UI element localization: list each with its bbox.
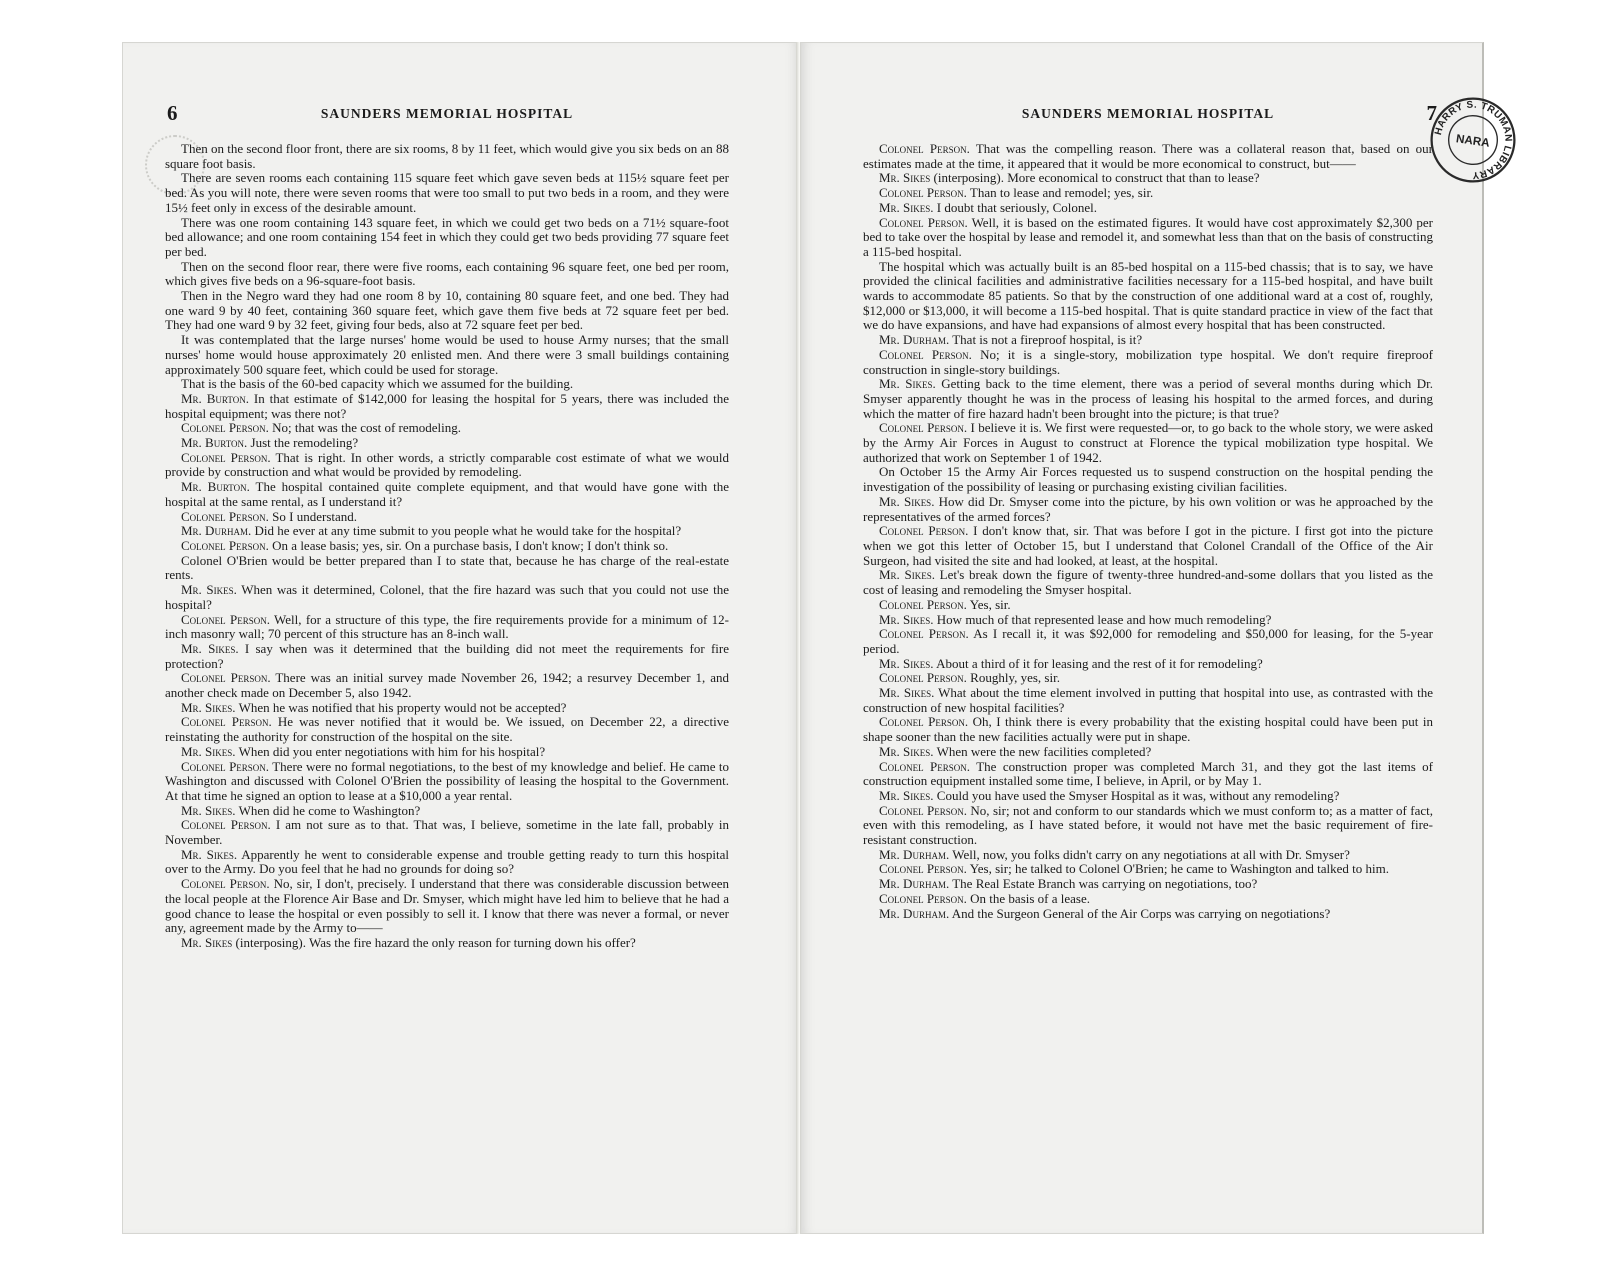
paragraph	[863, 848, 1433, 863]
paragraph-text: That is right. In other words, a strictly comparable cost estimate of what we would provide by construction and what would be provided by remodeling.	[165, 449, 730, 480]
paragraph-text: The construction proper was completed March 31, and they got the last items of construction equipment installed some time, I believe, in April, or by May 1.	[863, 758, 1434, 789]
seal-ring-text: HARRY S. TRUMAN LIBRARY	[1432, 99, 1514, 181]
paragraph	[863, 613, 1433, 628]
paragraph	[863, 657, 1433, 672]
speaker-name: Mr. Sikes.	[879, 376, 936, 392]
speaker-name: Mr. Sikes.	[879, 611, 934, 627]
paragraph	[165, 642, 729, 671]
running-head: SAUNDERS MEMORIAL HOSPITAL	[320, 106, 574, 121]
seal-center-text: NARA	[1455, 132, 1491, 150]
paragraph	[165, 142, 729, 171]
paragraph	[165, 539, 729, 554]
speaker-name: Mr. Sikes.	[879, 493, 935, 509]
paragraph	[863, 348, 1433, 377]
paragraph-text: That is the basis of the 60-bed capacity which we assumed for the building.	[181, 376, 574, 392]
speaker-name: Colonel Person.	[181, 817, 271, 833]
paragraph	[863, 715, 1433, 744]
paragraph	[165, 289, 729, 333]
paragraph	[863, 201, 1433, 216]
paragraph-text: Well, it is based on the estimated figures. It would have cost approximately $2,300 per bed to take over the hospital by lease and remodel it, and somewhat less than that on the basis of constructing a 115-bed hospital.	[863, 214, 1434, 259]
paragraph-text: That was the compelling reason. There was a collateral reason that, based on our estimates made at the time, it appeared that it would be more economical to construct, but——	[863, 141, 1434, 171]
paragraph	[165, 877, 729, 936]
speaker-name: Mr. Durham.	[879, 846, 950, 862]
paragraph	[863, 862, 1433, 877]
paragraph	[863, 745, 1433, 760]
speaker-name: Colonel Person.	[879, 861, 967, 877]
page-body	[863, 142, 1433, 921]
speaker-name: Mr. Durham.	[879, 876, 950, 892]
paragraph-text: The hospital contained quite complete equipment, and that would have gone with the hospital at the same rental, as I understand it?	[165, 479, 730, 509]
paragraph-text: No; that was the cost of remodeling.	[272, 420, 461, 436]
paragraph-text: (interposing). More economical to construct that than to lease?	[933, 170, 1260, 186]
speaker-name: Mr. Sikes.	[879, 787, 934, 803]
paragraph-text: When was it determined, Colonel, that the fire hazard was such that you could not use the hospital?	[165, 582, 730, 612]
paragraph	[165, 701, 729, 716]
paragraph-text: How much of that represented lease and how much remodeling?	[936, 611, 1272, 627]
paragraph-text: I am not sure as to that. That was, I believe, sometime in the late fall, probably in November.	[165, 817, 729, 848]
paragraph-text: I say when was it determined that the building did not meet the requirements for fire protection?	[165, 640, 730, 671]
speaker-name: Colonel Person.	[879, 141, 970, 156]
speaker-name: Colonel Person.	[879, 670, 967, 686]
speaker-name: Mr. Burton.	[181, 390, 249, 406]
paragraph-text: When he was notified that his property would not be accepted?	[238, 699, 567, 715]
paragraph	[863, 495, 1433, 524]
speaker-name: Mr. Sikes.	[879, 743, 934, 759]
paragraph-text: There was an initial survey made November 26, 1942; a resurvey December 1, and another check made on December 5, also 1942.	[165, 670, 730, 701]
paragraph	[863, 671, 1433, 686]
paragraph-text: Colonel O'Brien would be better prepared than I to state that, because he has charge of the real-estate rents.	[165, 552, 729, 583]
paragraph	[863, 907, 1433, 922]
paragraph-text: No, sir, I don't, precisely. I understand that there was considerable discussion between the local people at the Florence Air Base and Dr. Smyser, which might have led him to believe that he had a good chance to lease the hospital or even possibly to sell it. I know that there was never a formal, or never any, agreement made by the Army to——	[165, 876, 729, 936]
paragraph	[863, 524, 1433, 568]
speaker-name: Colonel Person.	[879, 890, 967, 906]
speaker-name: Mr. Sikes.	[181, 743, 236, 759]
paragraph-text: I don't know that, sir. That was before I got in the picture. I first got into the picture when we got this letter of October 15, but I understand that Colonel Crandall of the Office of the Air Surgeon, had visited the site and had looked, at least, at the hospital.	[863, 523, 1434, 568]
paragraph	[165, 715, 729, 744]
paragraph	[165, 451, 729, 480]
speaker-name: Mr. Sikes.	[879, 199, 934, 215]
paragraph-text: I doubt that seriously, Colonel.	[936, 199, 1097, 215]
page-number: 6	[167, 101, 178, 125]
paragraph-text: The hospital which was actually built is an 85-bed hospital on a 115-bed chassis; that is to say, we have provided the clinical facilities and administrative facilities necessary for a 115-bed hospital, and have built wards to accommodate 85 patients. So that by the construction of one additional ward at a cost of, roughly, $12,000 or $13,000, it will become a 115-bed hospital. That is quite standard practice in view of the fact that we do have expansions, and have had expansions of almost every hospital that has been constructed.	[863, 258, 1433, 333]
paragraph	[165, 760, 729, 804]
paragraph-text: Let's break down the figure of twenty-three hundred-and-some dollars that you listed as the cost of leasing and remodeling the Smyser hospital.	[863, 567, 1433, 598]
paragraph	[863, 568, 1433, 597]
paragraph-text: What about the time element involved in putting that hospital into use, as contrasted with the construction of new hospital facilities?	[863, 685, 1433, 715]
paragraph-text: Yes, sir; he talked to Colonel O'Brien; he came to Washington and talked to him.	[969, 861, 1389, 877]
paragraph	[863, 686, 1433, 715]
speaker-name: Colonel Person.	[181, 449, 271, 465]
speaker-name: Mr. Durham.	[879, 332, 950, 348]
speaker-name: Mr. Sikes	[879, 170, 931, 186]
speaker-name: Colonel Person.	[879, 185, 967, 201]
paragraph	[165, 510, 729, 525]
paragraph-text: In that estimate of $142,000 for leasing the hospital for 5 years, there was included the hospital equipment; was there not?	[165, 390, 730, 421]
speaker-name: Colonel Person.	[879, 714, 969, 730]
paragraph	[863, 804, 1433, 848]
paragraph	[165, 804, 729, 819]
paragraph	[863, 142, 1433, 171]
speaker-name: Colonel Person.	[879, 596, 967, 612]
paragraph-text: Then on the second floor rear, there were five rooms, each containing 96 square feet, one bed per room, which gives five beds on a 96-square-foot basis.	[165, 258, 729, 289]
paragraph-text: Than to lease and remodel; yes, sir.	[969, 185, 1154, 201]
paragraph-text: (interposing). Was the fire hazard the only reason for turning down his offer?	[235, 934, 636, 950]
speaker-name: Mr. Sikes.	[879, 655, 934, 671]
speaker-name: Colonel Person.	[181, 758, 270, 774]
paragraph-text: There were no formal negotiations, to the best of my knowledge and belief. He came to Washington and discussed with Colonel O'Brien the possibility of leasing the hospital to the Government. At that time he signed an option to lease at a $10,000 a year rental.	[165, 758, 729, 803]
speaker-name: Colonel Person.	[879, 758, 971, 774]
paragraph	[863, 421, 1433, 465]
paragraph	[863, 377, 1433, 421]
paragraph-text: He was never notified that it would be. We issued, on December 22, a directive reinstating the authority for construction of the hospital on the site.	[165, 714, 729, 745]
paragraph	[165, 818, 729, 847]
speaker-name: Mr. Durham.	[181, 523, 252, 539]
speaker-name: Mr. Sikes.	[879, 685, 935, 701]
paragraph-text: Did he ever at any time submit to you people what he would take for the hospital?	[254, 523, 682, 539]
paragraph	[863, 465, 1433, 494]
paragraph	[165, 333, 729, 377]
paragraph-text: As I recall it, it was $92,000 for remodeling and $50,000 for leasing, for the 5-year period.	[863, 626, 1433, 656]
paragraph-text: No; it is a single-story, mobilization type hospital. We don't require fireproof construction in single-story buildings.	[863, 346, 1434, 377]
paragraph	[165, 216, 729, 260]
speaker-name: Mr. Sikes.	[181, 582, 237, 598]
paragraph	[165, 480, 729, 509]
speaker-name: Mr. Sikes.	[181, 846, 238, 862]
speaker-name: Colonel Person.	[879, 420, 968, 436]
paragraph	[863, 877, 1433, 892]
speaker-name: Colonel Person.	[879, 214, 968, 230]
paragraph	[863, 892, 1433, 907]
paragraph	[863, 598, 1433, 613]
paragraph-text: Then on the second floor front, there are six rooms, 8 by 11 feet, which would give you six beds on an 88 square foot basis.	[165, 141, 729, 171]
page-number: 7	[1426, 101, 1437, 125]
paragraph	[165, 260, 729, 289]
speaker-name: Colonel Person.	[181, 537, 269, 553]
speaker-name: Colonel Person.	[181, 508, 269, 524]
paragraph-text: Getting back to the time element, there was a period of several months during which Dr. Smyser apparently thought he was in the process of leasing his hospital to the armed forces, and during which the matter of fire hazard hadn't been brought into the picture; is that true?	[863, 376, 1434, 421]
right-page-content	[863, 101, 1437, 921]
speaker-name: Colonel Person.	[879, 626, 969, 642]
speaker-name: Mr. Burton.	[181, 435, 248, 451]
paragraph	[165, 745, 729, 760]
paragraph	[165, 613, 729, 642]
paragraph	[863, 760, 1433, 789]
paragraph	[165, 392, 729, 421]
paragraph-text: It was contemplated that the large nurses' home would be used to house Army nurses; that the small nurses' home would house approximately 20 enlisted men. And there were 3 small buildings containing approximately 500 square feet, which could be used for storage.	[165, 332, 729, 377]
paragraph	[165, 936, 729, 951]
paragraph	[165, 377, 729, 392]
paragraph-text: There was one room containing 143 square feet, in which we could get two beds on a 71½ square-foot bed allowance; and one room containing 154 feet in which they could get two beds providing 77 square feet per bed.	[165, 214, 729, 259]
paragraph	[165, 436, 729, 451]
speaker-name: Colonel Person.	[879, 346, 972, 362]
truman-library-seal	[1422, 89, 1524, 191]
paragraph-text: So I understand.	[272, 508, 358, 524]
paragraph-text: How did Dr. Smyser come into the picture, by his own volition or was he approached by the representatives of the armed forces?	[863, 493, 1434, 524]
paragraph-text: Well, now, you folks didn't carry on any negotiations at all with Dr. Smyser?	[952, 846, 1350, 862]
paragraph	[165, 421, 729, 436]
paragraph-text: I believe it is. We first were requested—or, to go back to the whole story, we were asked by the Army Air Forces in August to construct at Florence the typical mobilization type hospital. We authorized that work on September 1 of 1942.	[863, 420, 1433, 465]
paragraph-text: Yes, sir.	[969, 596, 1011, 612]
speaker-name: Mr. Sikes.	[879, 567, 935, 583]
paragraph-text: On a lease basis; yes, sir. On a purchase basis, I don't know; I don't think so.	[272, 537, 669, 553]
paragraph-text: The Real Estate Branch was carrying on negotiations, too?	[952, 876, 1258, 892]
paragraph	[165, 524, 729, 539]
paragraph	[863, 171, 1433, 186]
speaker-name: Mr. Sikes.	[181, 699, 236, 715]
paragraph-text: And the Surgeon General of the Air Corps was carrying on negotiations?	[951, 905, 1331, 921]
speaker-name: Mr. Durham.	[879, 905, 950, 921]
paragraph-text: Well, for a structure of this type, the fire requirements provide for a minimum of 12-inch masonry wall; 70 percent of this structure has an 8-inch wall.	[165, 611, 729, 642]
paragraph-text: About a third of it for leasing and the rest of it for remodeling?	[936, 655, 1263, 671]
speaker-name: Colonel Person.	[181, 611, 270, 627]
paragraph-text: When did he come to Washington?	[238, 802, 421, 818]
right-page-header	[863, 101, 1437, 130]
speaker-name: Colonel Person.	[879, 523, 969, 539]
speaker-name: Colonel Person.	[181, 714, 272, 730]
paragraph	[165, 171, 729, 215]
left-page	[122, 42, 800, 1234]
paragraph-text: When were the new facilities completed?	[936, 743, 1152, 759]
paragraph	[863, 186, 1433, 201]
page-body	[165, 142, 729, 951]
paragraph	[863, 333, 1433, 348]
paragraph-text: On the basis of a lease.	[970, 890, 1091, 906]
speaker-name: Mr. Sikes.	[181, 640, 239, 656]
paragraph-text: Oh, I think there is every probability that the existing hospital could have been put in shape sooner than the new facilities actually were put in shape.	[863, 714, 1433, 745]
paragraph-text: Could you have used the Smyser Hospital as it was, without any remodeling?	[936, 787, 1340, 803]
paragraph-text: On October 15 the Army Air Forces requested us to suspend construction on the hospital pending the investigation of the possibility of leasing or purchasing existing civilian facilities.	[863, 464, 1433, 495]
paragraph-text: That is not a fireproof hospital, is it?	[952, 332, 1143, 348]
speaker-name: Colonel Person.	[181, 876, 270, 892]
paragraph	[863, 260, 1433, 334]
speaker-name: Colonel Person.	[879, 802, 968, 818]
paragraph	[863, 627, 1433, 656]
running-head: SAUNDERS MEMORIAL HOSPITAL	[1021, 106, 1275, 121]
paragraph-text: When did you enter negotiations with him for his hospital?	[238, 743, 546, 759]
right-page	[800, 42, 1484, 1234]
paragraph	[165, 583, 729, 612]
speaker-name: Mr. Burton.	[181, 479, 250, 495]
left-page-header	[165, 101, 729, 130]
paragraph-text: Roughly, yes, sir.	[970, 670, 1060, 686]
speaker-name: Mr. Sikes	[181, 934, 233, 950]
paragraph	[165, 554, 729, 583]
paragraph	[863, 789, 1433, 804]
paragraph	[165, 848, 729, 877]
left-page-content	[165, 101, 730, 951]
speaker-name: Colonel Person.	[181, 670, 271, 686]
paragraph-text: There are seven rooms each containing 115 square feet which gave seven beds at 115½ square feet per bed. As you will note, there were seven rooms that were too small to put two beds in a room, and they were 15½ feet only in excess of the desirable amount.	[165, 170, 729, 215]
paragraph	[165, 671, 729, 700]
paragraph	[863, 216, 1433, 260]
paragraph-text: No, sir; not and conform to our standards which we must conform to; as a matter of fact, even with this remodeling, as I have stated before, it would not have met the basic requirement of fire-resistant construction.	[863, 802, 1433, 848]
paragraph-text: Apparently he went to considerable expense and trouble getting ready to turn this hospital over to the Army. Do you feel that he had no grounds for doing so?	[165, 846, 729, 877]
speaker-name: Colonel Person.	[181, 420, 269, 436]
speaker-name: Mr. Sikes.	[181, 802, 236, 818]
paragraph-text: Just the remodeling?	[250, 435, 359, 451]
paragraph-text: Then in the Negro ward they had one room 8 by 10, containing 80 square feet, and one bed. They had one ward 9 by 40 feet, containing 360 square feet, which gave them five beds at 72 square feet per bed. They had one ward 9 by 32 feet, giving four beds, also at 72 square feet per bed.	[165, 288, 729, 333]
